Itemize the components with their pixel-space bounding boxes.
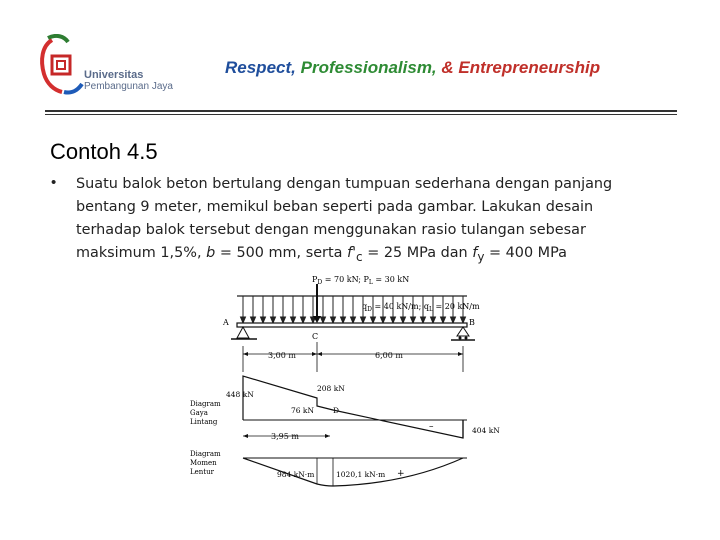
point-c-label: C bbox=[312, 332, 319, 341]
load-arrow-head bbox=[301, 317, 306, 323]
logo-text bbox=[84, 69, 173, 93]
load-arrow-head bbox=[351, 317, 356, 323]
load-arrow-head bbox=[241, 317, 246, 323]
para-line-1: Suatu balok beton bertulang dengan tumpuan sederhana dengan panjang bbox=[76, 176, 613, 192]
tagline-entrepreneurship: & Entrepreneurship bbox=[441, 58, 601, 77]
point-load-label: $P_D = 70$ kN; $P_L = 30$ kN bbox=[312, 275, 410, 286]
roller-wheel-right bbox=[465, 337, 468, 340]
load-arrow-head bbox=[251, 317, 256, 323]
moment-diagram-label-1: Diagram bbox=[190, 450, 221, 458]
support-b-roller bbox=[457, 327, 469, 336]
moment-positive-sign: + bbox=[397, 469, 405, 479]
beam-figure bbox=[185, 272, 505, 497]
shear-negative-sign: – bbox=[429, 422, 434, 432]
dim-arrow-4 bbox=[458, 352, 463, 356]
tagline-respect: Respect, bbox=[225, 58, 296, 77]
shear-c-bottom-value: 76 kN bbox=[291, 406, 315, 415]
slide-title: Contoh 4.5 bbox=[50, 139, 158, 164]
fc-value: = 25 MPa dan bbox=[362, 245, 473, 261]
span-2-label: 6,00 m bbox=[375, 351, 403, 360]
beam-diagram bbox=[185, 272, 505, 497]
fy-subscript: y bbox=[477, 249, 485, 264]
zero-shear-distance: 3,95 m bbox=[271, 432, 299, 441]
load-arrow-head bbox=[421, 317, 426, 323]
load-arrow-head bbox=[381, 317, 386, 323]
load-arrow-head bbox=[281, 317, 286, 323]
para-line-4-pre: maksimum 1,5%, bbox=[76, 245, 202, 261]
beam bbox=[237, 323, 467, 327]
support-a-pin bbox=[237, 327, 249, 338]
zero-dim-arrow-2 bbox=[325, 434, 330, 438]
zero-dim-arrow-1 bbox=[243, 434, 248, 438]
moment-diagram-label-2: Momen bbox=[190, 459, 217, 467]
b-value: = 500 mm, serta bbox=[215, 245, 348, 261]
load-arrow-head bbox=[361, 317, 366, 323]
load-arrow-head bbox=[291, 317, 296, 323]
load-arrow-head bbox=[261, 317, 266, 323]
tagline bbox=[225, 58, 600, 78]
dim-arrow-3 bbox=[317, 352, 322, 356]
para-line-3: terhadap balok tersebut dengan menggunakan rasio tulangan sebesar bbox=[76, 222, 586, 238]
span-1-label: 3,00 m bbox=[268, 351, 296, 360]
para-line-2: bentang 9 meter, memikul beban seperti pada gambar. Lakukan desain bbox=[76, 199, 594, 215]
header-divider-top bbox=[45, 110, 677, 112]
load-arrow-head bbox=[341, 317, 346, 323]
load-arrow-head bbox=[431, 317, 436, 323]
load-arrow-head bbox=[371, 317, 376, 323]
fy-symbol: f bbox=[472, 245, 478, 261]
point-d-label: D bbox=[333, 406, 340, 415]
problem-statement bbox=[76, 173, 686, 269]
support-b-label: B bbox=[469, 318, 475, 327]
fc-subscript: c bbox=[356, 249, 363, 264]
load-arrow-head bbox=[271, 317, 276, 323]
logo-line1: Universitas bbox=[84, 69, 144, 81]
moment-diagram-label-3: Lentur bbox=[190, 468, 214, 476]
support-a-label: A bbox=[223, 318, 229, 327]
dim-arrow-2 bbox=[312, 352, 317, 356]
fc-symbol: f' bbox=[347, 245, 357, 261]
load-arrow-head bbox=[401, 317, 406, 323]
load-arrow-head bbox=[331, 317, 336, 323]
shear-diagram-label-1: Diagram bbox=[190, 400, 221, 408]
tagline-professionalism: Professionalism, bbox=[300, 58, 437, 77]
logo-line2: Pembangunan Jaya bbox=[84, 81, 173, 92]
shear-c-top-value: 208 kN bbox=[317, 384, 345, 393]
load-arrow-head bbox=[391, 317, 396, 323]
shear-right-value: 404 kN bbox=[472, 426, 500, 435]
load-arrow-head bbox=[451, 317, 456, 323]
header-divider-bottom bbox=[45, 114, 677, 115]
distributed-load-label: $q_D = 40$ kN/m; $q_L = 20$ kN/m bbox=[362, 302, 480, 313]
load-arrow-head bbox=[321, 317, 326, 323]
moment-c-value: 984 kN·m bbox=[277, 470, 315, 479]
roller-wheel-left bbox=[459, 337, 462, 340]
shear-diagram-label-2: Gaya bbox=[190, 409, 208, 417]
load-arrow-head bbox=[441, 317, 446, 323]
shear-left-value: 448 kN bbox=[226, 390, 254, 399]
load-arrow-head bbox=[461, 317, 466, 323]
dim-arrow-1 bbox=[243, 352, 248, 356]
bullet-marker: • bbox=[51, 174, 57, 191]
fy-value: = 400 MPa bbox=[484, 245, 567, 261]
moment-max-value: 1020,1 kN·m bbox=[336, 470, 386, 479]
shear-diagram-label-3: Lintang bbox=[190, 418, 218, 426]
b-symbol: b bbox=[206, 245, 216, 261]
load-arrow-head bbox=[411, 317, 416, 323]
